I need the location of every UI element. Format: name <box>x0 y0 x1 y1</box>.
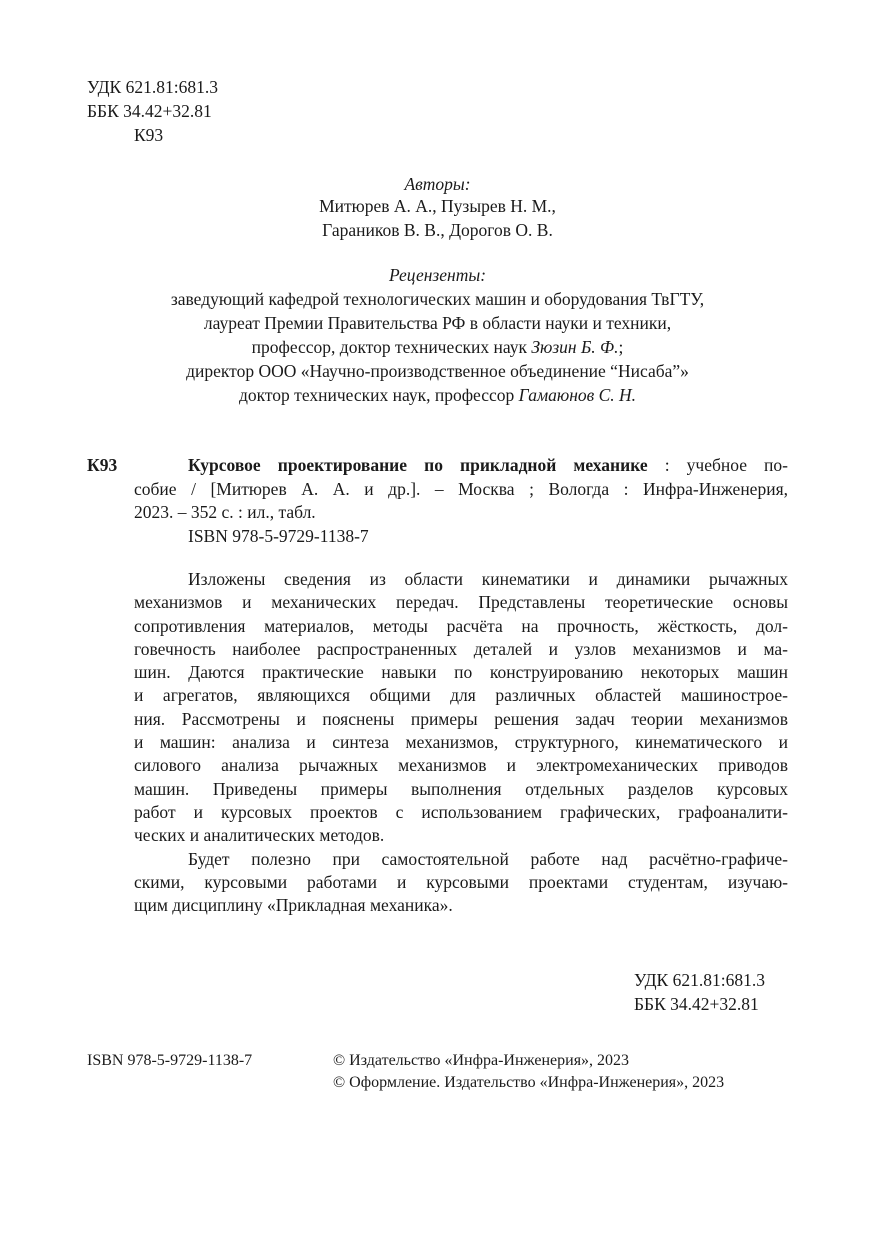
copyright-design: © Оформление. Издательство «Инфра-Инженерия», 2023 <box>333 1074 725 1091</box>
abstract-p1-line: ния. Рассмотрены и пояснены примеры решения задач теории механизмов <box>134 708 788 729</box>
catalog-line-1 <box>188 453 788 477</box>
abstract-p1-line: механизмов и механических передач. Представлены теоретические основы <box>134 592 788 613</box>
abstract-p2-line: скими, курсовыми работами и курсовыми проектами студентам, изучаю- <box>134 871 788 892</box>
abstract-p1-line: Изложены сведения из области кинематики и динамики рычажных <box>188 569 788 589</box>
author-mark-top: К93 <box>134 125 164 145</box>
reviewer-name-gamayunov: Гамаюнов С. Н. <box>518 385 637 405</box>
abstract-p1-line: силового анализа рычажных механизмов и электромеханических приводов <box>134 755 788 776</box>
udk-code-top: УДК 621.81:681.3 <box>87 77 218 97</box>
abstract-p1-line: и агрегатов, являющихся общими для различных областей машинострое- <box>134 685 788 706</box>
reviewers-line-5-text: доктор технических наук, профессор <box>238 385 519 405</box>
catalog-line-1-rest: : учебное по- <box>647 455 789 475</box>
book-title: Курсовое проектирование по прикладной механике <box>188 455 648 475</box>
abstract-p1-line: работ и курсовых проектов с использованием графических, графоаналити- <box>134 801 788 822</box>
reviewers-line-1: заведующий кафедрой технологических машин и оборудования ТвГТУ, <box>170 289 705 309</box>
abstract <box>134 568 788 917</box>
abstract-p1-line: сопротивления материалов, методы расчёта на прочность, жёсткость, дол- <box>134 615 788 636</box>
reviewers-line-5 <box>0 383 875 407</box>
authors-line-2: Гараников В. В., Дорогов О. В. <box>322 220 553 240</box>
abstract-p1-line: говечность наиболее распространенных деталей и узлов механизмов и ма- <box>134 638 788 659</box>
abstract-p1-line: и машин: анализа и синтеза механизмов, структурного, кинематического и <box>134 732 788 753</box>
copyright-publisher: © Издательство «Инфра-Инженерия», 2023 <box>333 1052 630 1069</box>
catalog-mark: К93 <box>87 455 118 475</box>
reviewers-heading: Рецензенты: <box>388 265 487 285</box>
abstract-p1-line: шин. Даются практические навыки по конструированию некоторых машин <box>134 662 788 683</box>
reviewers-line-3 <box>0 335 875 359</box>
bbk-code-bottom: ББК 34.42+32.81 <box>634 994 759 1014</box>
reviewers-line-4: директор ООО «Научно-производственное объединение “Нисаба”» <box>186 361 689 381</box>
abstract-p2-line: Будет полезно при самостоятельной работе над расчётно-графиче- <box>188 848 788 869</box>
reviewer-name-zyuzin: Зюзин Б. Ф. <box>531 337 619 357</box>
abstract-p2-line: щим дисциплину «Прикладная механика». <box>134 895 453 916</box>
footer-isbn: ISBN 978-5-9729-1138-7 <box>87 1052 253 1069</box>
reviewers-line-3-text: профессор, доктор технических наук <box>251 337 532 357</box>
abstract-p1-line: машин. Приведены примеры выполнения отдельных разделов курсовых <box>134 778 788 799</box>
udk-code-bottom: УДК 621.81:681.3 <box>634 970 765 990</box>
authors-heading: Авторы: <box>404 174 471 194</box>
catalog-line-2: собие / [Митюрев А. А. и др.]. – Москва ; Вологда : Инфра-Инженерия, <box>134 479 788 499</box>
authors-line-1: Митюрев А. А., Пузырев Н. М., <box>319 196 556 216</box>
reviewers-line-2: лауреат Премии Правительства РФ в области науки и техники, <box>203 313 672 333</box>
catalog-isbn: ISBN 978-5-9729-1138-7 <box>188 526 369 546</box>
catalog-line-3: 2023. – 352 с. : ил., табл. <box>134 502 316 522</box>
abstract-p1-line: ческих и аналитических методов. <box>134 825 385 846</box>
bbk-code-top: ББК 34.42+32.81 <box>87 101 212 121</box>
reviewers-line-3-end: ; <box>618 337 624 357</box>
